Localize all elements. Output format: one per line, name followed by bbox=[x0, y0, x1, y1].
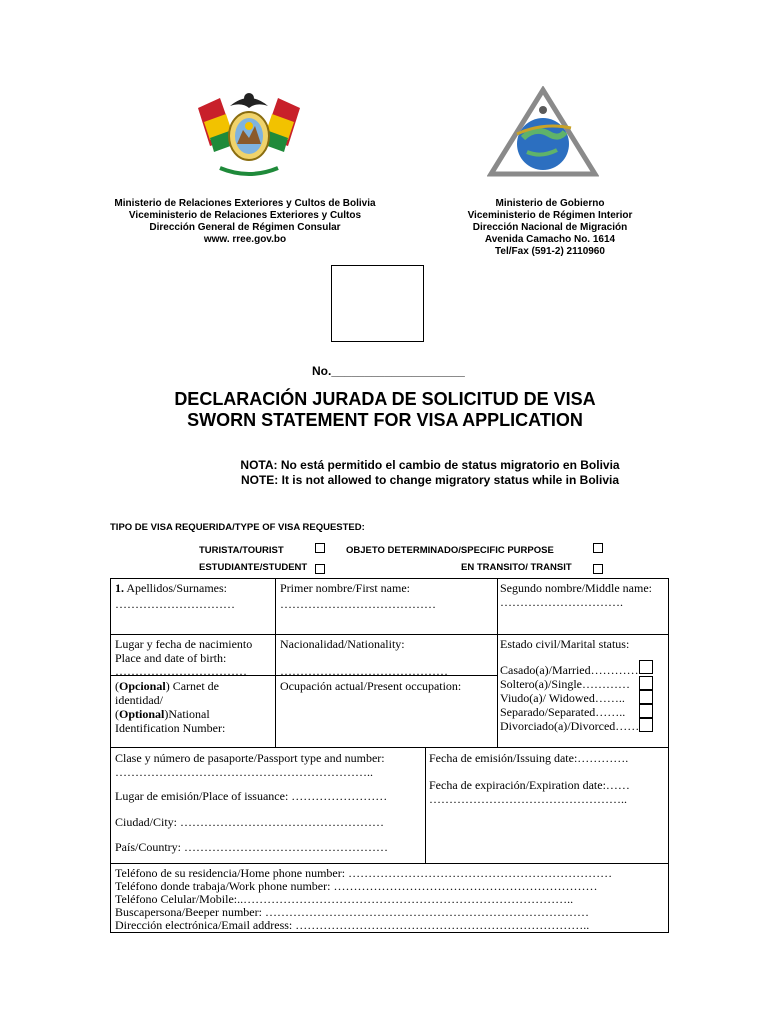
passport-label: Clase y número de pasaporte/Passport type and number: bbox=[115, 751, 385, 765]
birth-field[interactable]: …………………………… bbox=[115, 664, 247, 678]
issue-place-field[interactable]: Lugar de emisión/Place of issuance: …………………… bbox=[115, 789, 388, 803]
married-label: Casado(a)/Married………… bbox=[500, 663, 639, 677]
header-left-line1: Ministerio de Relaciones Exteriores y Cultos de Bolivia bbox=[114, 198, 376, 209]
widowed-label: Viudo(a)/ Widowed…….. bbox=[500, 691, 625, 705]
visa-type-heading: TIPO DE VISA REQUERIDA/TYPE OF VISA REQUESTED: bbox=[110, 522, 365, 533]
separated-label: Separado/Separated…….. bbox=[500, 705, 626, 719]
surnames-label: 1. Apellidos/Surnames: bbox=[115, 581, 228, 595]
work-phone-field[interactable]: Teléfono donde trabaja/Work phone number: ………………………………………………………… bbox=[115, 879, 598, 893]
married-checkbox[interactable] bbox=[639, 660, 653, 674]
note-es: NOTA: No está permitido el cambio de status migratorio en Bolivia bbox=[240, 458, 620, 472]
country-field[interactable]: País/Country: …………………………………………… bbox=[115, 840, 389, 854]
email-field[interactable]: Dirección electrónica/Email address: ……………………………………………………………….. bbox=[115, 918, 590, 932]
header-left-website: www. rree.gov.bo bbox=[203, 234, 287, 245]
beeper-field[interactable]: Buscapersona/Beeper number: ……………………………………………………………………… bbox=[115, 905, 589, 919]
specific-purpose-checkbox[interactable] bbox=[593, 543, 603, 553]
option-tourist-label: TURISTA/TOURIST bbox=[199, 545, 284, 556]
surnames-field[interactable]: ………………………… bbox=[115, 597, 235, 611]
option-transit-label: EN TRANSITO/ TRANSIT bbox=[461, 562, 572, 573]
title-en: SWORN STATEMENT FOR VISA APPLICATION bbox=[187, 410, 583, 430]
home-phone-field[interactable]: Teléfono de su residencia/Home phone number: ………………………………………………………… bbox=[115, 866, 613, 880]
separated-checkbox[interactable] bbox=[639, 704, 653, 718]
first-name-label: Primer nombre/First name: bbox=[280, 581, 410, 595]
application-number[interactable]: No.____________________ bbox=[312, 364, 465, 378]
divorced-checkbox[interactable] bbox=[639, 718, 653, 732]
single-checkbox[interactable] bbox=[639, 676, 653, 690]
passport-field[interactable]: ……………………………………………………….. bbox=[115, 765, 373, 779]
migration-emblem-logo bbox=[487, 86, 599, 178]
first-name-field[interactable]: ………………………………… bbox=[280, 597, 436, 611]
middle-name-label: Segundo nombre/Middle name: bbox=[500, 581, 652, 595]
header-right-line4: Avenida Camacho No. 1614 bbox=[484, 234, 616, 245]
transit-checkbox[interactable] bbox=[593, 564, 603, 574]
divorced-label: Divorciado(a)/Divorced…… bbox=[500, 719, 640, 733]
option-student-label: ESTUDIANTE/STUDENT bbox=[199, 562, 308, 573]
header-right-line1: Ministerio de Gobierno bbox=[495, 198, 605, 209]
middle-name-field[interactable]: …………………………. bbox=[500, 595, 623, 609]
page-title bbox=[0, 389, 770, 431]
cell-phone-field[interactable]: Teléfono Celular/Mobile:..……………………………………………………………………….. bbox=[115, 892, 574, 906]
birth-label-en: Place and date of birth: bbox=[115, 651, 227, 665]
note-en: NOTE: It is not allowed to change migratory status while in Bolivia bbox=[240, 473, 620, 487]
header-right bbox=[447, 198, 653, 258]
header-right-line3: Dirección Nacional de Migración bbox=[472, 222, 628, 233]
expiry-date-label[interactable]: Fecha de expiración/Expiration date:…… bbox=[429, 778, 630, 792]
photo-box[interactable] bbox=[331, 265, 424, 342]
nationality-label: Nacionalidad/Nationality: bbox=[280, 637, 405, 651]
header-left-line2: Viceministerio de Relaciones Exteriores y Cultos bbox=[128, 210, 362, 221]
migratory-note bbox=[215, 458, 645, 488]
header-right-phone: Tel/Fax (591-2) 2110960 bbox=[495, 246, 605, 257]
widowed-checkbox[interactable] bbox=[639, 690, 653, 704]
issue-date-field[interactable]: Fecha de emisión/Issuing date:…………. bbox=[429, 751, 629, 765]
birth-label-es: Lugar y fecha de nacimiento bbox=[115, 637, 253, 651]
bolivia-coat-of-arms-logo bbox=[190, 88, 308, 180]
expiry-date-field[interactable]: ………………………………………….. bbox=[429, 792, 627, 806]
option-specific-label: OBJETO DETERMINADO/SPECIFIC PURPOSE bbox=[346, 545, 554, 556]
marital-status-label: Estado civil/Marital status: bbox=[500, 637, 630, 651]
header-left bbox=[100, 198, 390, 246]
occupation-label: Ocupación actual/Present occupation: bbox=[280, 679, 462, 693]
title-es: DECLARACIÓN JURADA DE SOLICITUD DE VISA bbox=[174, 389, 596, 409]
single-label: Soltero(a)/Single………… bbox=[500, 677, 630, 691]
nationality-field[interactable]: …………………………………… bbox=[280, 664, 448, 678]
header-left-line3: Dirección General de Régimen Consular bbox=[149, 222, 341, 233]
city-field[interactable]: Ciudad/City: …………………………………………… bbox=[115, 815, 385, 829]
tourist-checkbox[interactable] bbox=[315, 543, 325, 553]
student-checkbox[interactable] bbox=[315, 564, 325, 574]
header-right-line2: Viceministerio de Régimen Interior bbox=[467, 210, 633, 221]
id-label: (Opcional) Carnet de identidad/ (Optional)National Identification Number: bbox=[115, 679, 226, 735]
